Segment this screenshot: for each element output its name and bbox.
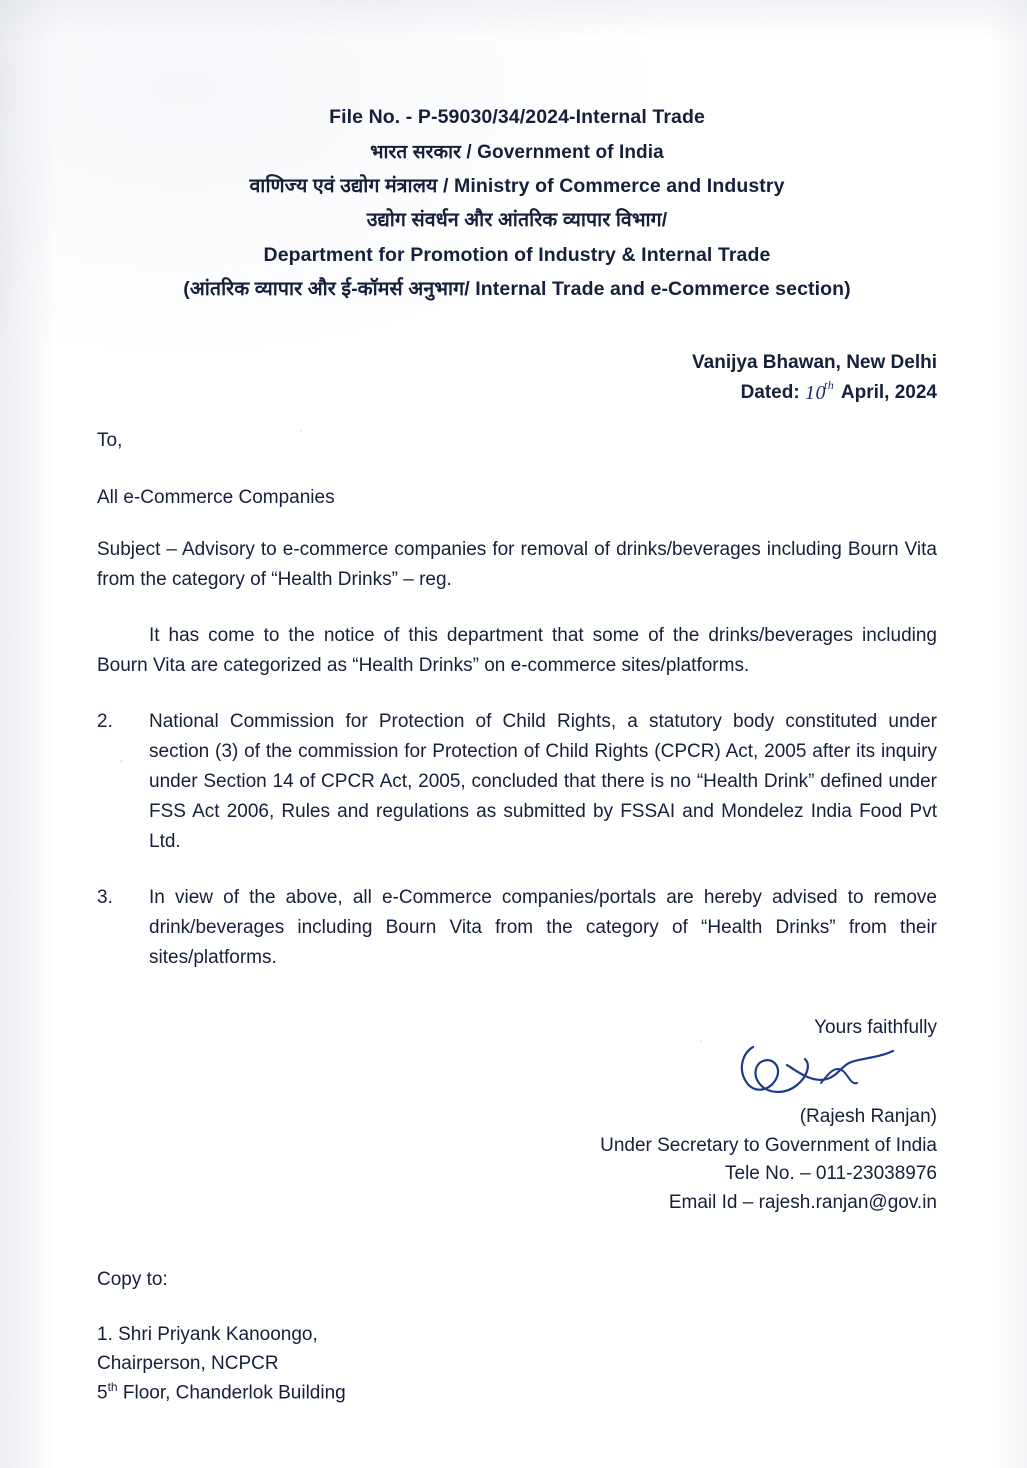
paragraph-text: In view of the above, all e-Commerce companies/portals are hereby advised to remove drink/beverages including Bourn Vita from the category of “Health Drinks” from their sites/platforms.: [149, 887, 937, 969]
letter-content: [97, 0, 937, 1408]
handwritten-signature-icon: [725, 1039, 925, 1109]
paragraph-text: National Commission for Protection of Child Rights, a statutory body constituted under section (3) of the commission for Protection of Child Rights (CPCR) Act, 2005 after its inquiry under Section 14 of CPCR Act, 2005, concluded that there is no “Health Drink” defined under FSS Act 2006, Rules and regulations as submitted by FSSAI and Mondelez India Food Pvt Ltd.: [149, 711, 937, 853]
recipient-line: All e-Commerce Companies: [97, 486, 335, 508]
dated-handwritten-day: 10: [804, 381, 826, 404]
department-hindi-line: उद्योग संवर्धन और आंतरिक व्यापार विभाग/: [366, 209, 668, 231]
government-of-india-line: भारत सरकार / Government of India: [370, 141, 664, 163]
signatory-block: [97, 1103, 937, 1217]
copy-to-entry-name: 1. Shri Priyank Kanoongo,: [97, 1324, 318, 1346]
to-label: To,: [97, 429, 123, 451]
signatory-designation: Under Secretary to Government of India: [600, 1134, 937, 1156]
closing-salutation: Yours faithfully: [814, 1017, 937, 1039]
floor-ordinal: th: [107, 1380, 118, 1395]
copy-to-list: [97, 1321, 937, 1408]
intro-paragraph: It has come to the notice of this department that some of the drinks/beverages including Bourn Vita are categorized as “Health Drinks” on e-commerce sites/platforms.: [97, 624, 937, 676]
place-line: Vanijya Bhawan, New Delhi: [692, 351, 937, 373]
signatory-name: (Rajesh Ranjan): [799, 1106, 937, 1128]
scan-shadow-left: [0, 0, 58, 1468]
dated-handwritten-ordinal: th: [823, 377, 835, 392]
signatory-email: Email Id – rajesh.ranjan@gov.in: [668, 1191, 937, 1213]
numbered-paragraph-3: [97, 883, 937, 973]
department-english-line: Department for Promotion of Industry & Internal Trade: [263, 243, 771, 266]
copy-to-entry-role: Chairperson, NCPCR: [97, 1352, 279, 1374]
place-and-date-block: [97, 348, 937, 408]
paragraph-number: 3.: [97, 887, 113, 909]
dated-rest: April, 2024: [840, 381, 937, 403]
section-line: (आंतरिक व्यापार और ई-कॉमर्स अनुभाग/ Internal Trade and e-Commerce section): [183, 278, 851, 300]
numbered-paragraph-2: [97, 707, 937, 857]
letterhead: [97, 0, 937, 300]
signatory-telephone: Tele No. – 011-23038976: [725, 1163, 937, 1185]
paragraph-number: 2.: [97, 711, 113, 732]
copy-to-label: Copy to:: [97, 1269, 168, 1291]
ministry-line: वाणिज्य एवं उद्योग मंत्रालय / Ministry of Commerce and Industry: [249, 174, 785, 197]
signature-area: [97, 1041, 937, 1103]
scan-shadow-right: [987, 0, 1027, 1468]
dated-line: [97, 377, 937, 408]
file-number: File No. - P-59030/34/2024-Internal Trade: [329, 106, 705, 128]
subject-paragraph: Subject – Advisory to e-commerce companies for removal of drinks/beverages including Bourn Vita from the category of “Health Drinks” – reg.: [97, 538, 937, 590]
dated-label: Dated:: [740, 381, 800, 403]
copy-to-entry-address: [97, 1378, 937, 1408]
floor-number: 5: [97, 1382, 108, 1404]
floor-address-rest: Floor, Chanderlok Building: [117, 1382, 346, 1404]
